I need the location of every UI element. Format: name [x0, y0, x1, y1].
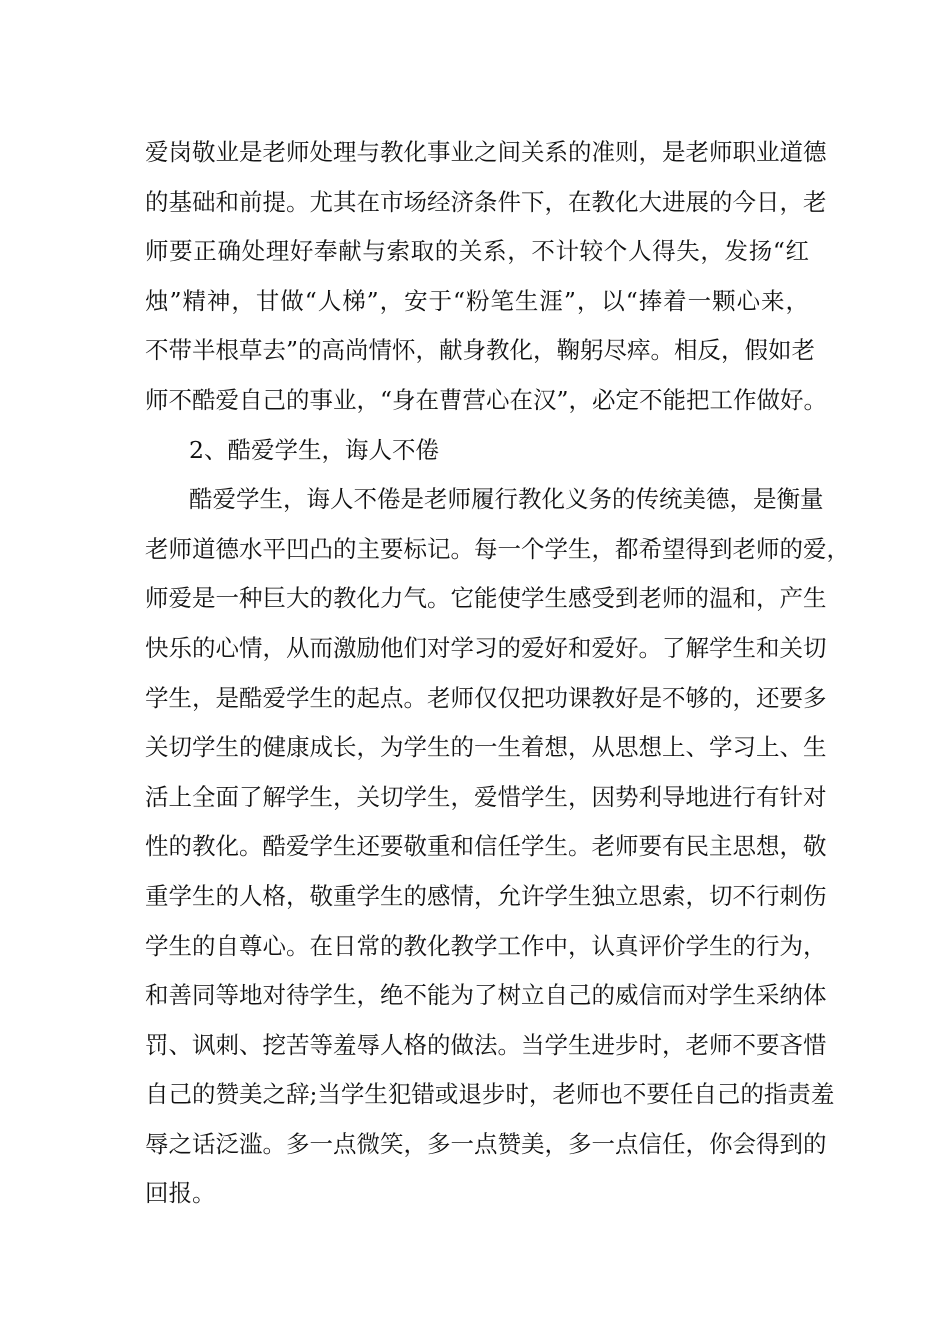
paragraph-line: 性的教化。酷爱学生还要敬重和信任学生。老师要有民主思想，敬 — [145, 832, 827, 861]
paragraph-line: 师不酷爱自己的事业，“身在曹营心在汉”，必定不能把工作做好。 — [145, 385, 828, 414]
paragraph-line: 回报。 — [145, 1179, 216, 1208]
section-heading: 2、酷爱学生，诲人不倦 — [189, 435, 439, 464]
paragraph-line: 自己的赞美之辞;当学生犯错或退步时，老师也不要任自己的指责羞 — [145, 1080, 835, 1109]
paragraph-line: 重学生的人格，敬重学生的感情，允许学生独立思索，切不行刺伤 — [145, 881, 827, 910]
document-body — [145, 128, 850, 1219]
paragraph-line: 老师道德水平凹凸的主要标记。每一个学生，都希望得到老师的爱， — [145, 534, 850, 563]
paragraph-line: 爱岗敬业是老师处理与教化事业之间关系的准则，是老师职业道德 — [145, 138, 827, 166]
paragraph-line: 的基础和前提。尤其在市场经济条件下，在教化大进展的今日，老 — [145, 187, 827, 216]
paragraph-line: 辱之话泛滥。多一点微笑，多一点赞美，多一点信任，你会得到的 — [145, 1129, 827, 1158]
paragraph-line: 烛”精神，甘做“人梯”，安于“粉笔生涯”，以“捧着一颗心来， — [145, 286, 809, 315]
paragraph-line: 学生，是酷爱学生的起点。老师仅仅把功课教好是不够的，还要多 — [145, 683, 827, 712]
paragraph-line: 快乐的心情，从而激励他们对学习的爱好和爱好。了解学生和关切 — [145, 633, 827, 662]
paragraph-line: 不带半根草去”的高尚情怀，献身教化，鞠躬尽瘁。相反，假如老 — [145, 336, 816, 365]
paragraph-line: 学生的自尊心。在日常的教化教学工作中，认真评价学生的行为， — [145, 931, 827, 960]
paragraph-line: 关切学生的健康成长，为学生的一生着想，从思想上、学习上、生 — [145, 733, 827, 762]
paragraph-line: 酷爱学生，诲人不倦是老师履行教化义务的传统美德，是衡量 — [189, 485, 824, 514]
paragraph-line: 活上全面了解学生，关切学生，爱惜学生，因势利导地进行有针对 — [145, 782, 827, 811]
paragraph-line: 罚、讽刺、挖苦等羞辱人格的做法。当学生进步时，老师不要吝惜 — [145, 1030, 827, 1059]
paragraph-line: 师爱是一种巨大的教化力气。它能使学生感受到老师的温和，产生 — [145, 584, 827, 613]
paragraph-line: 师要正确处理好奉献与索取的关系，不计较个人得失，发扬“红 — [145, 237, 809, 266]
paragraph-line: 和善同等地对待学生，绝不能为了树立自己的威信而对学生采纳体 — [145, 981, 827, 1010]
